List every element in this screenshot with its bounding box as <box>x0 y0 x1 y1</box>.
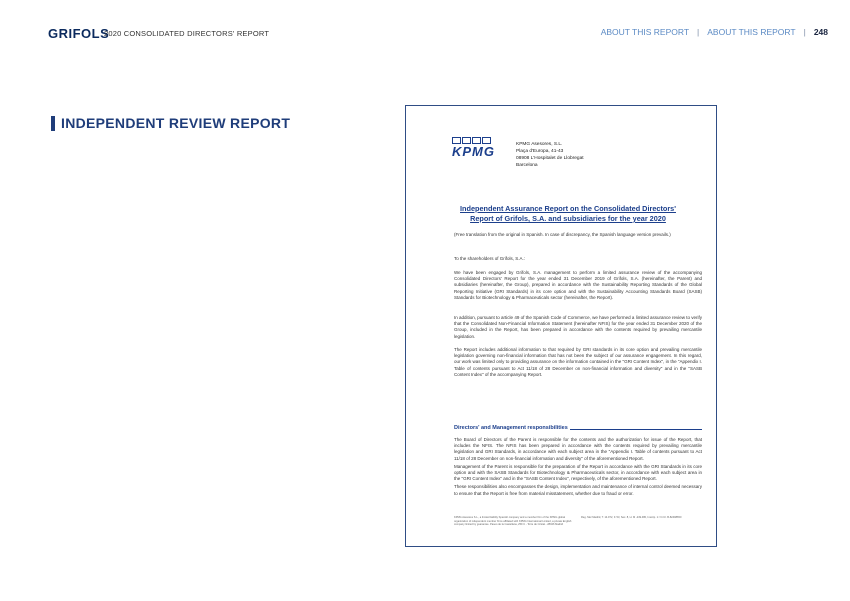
paragraph-internal-control: These responsibilities also encompasses the design, implementation and maintenance of internal control deemed necessary to ensure that the Report is free from material misstatement, whether due to fraud or error. <box>454 484 702 496</box>
grifols-logo: GRIFOLS <box>48 26 110 41</box>
paragraph-scope: The Report includes additional information to that required by GRI standards in its core option and prevailing mercantile legislation governing non-financial information that has not been the subject of our assurance engagement. In this regard, our work was limited only to providing assurance on the information contained in the "GRI Content Index", in the "Appendix I. Table of contents pursuant to Act 11/18 of 28 December on non-financial information and diversity" and in the "SASB Content Index" of the accompanying Report. <box>454 347 702 377</box>
responsibilities-subheading <box>454 425 702 431</box>
nav-link-about-this-report[interactable]: ABOUT THIS REPORT <box>600 27 690 37</box>
subheading-text: Directors' and Management responsibilities <box>454 425 568 431</box>
section-title <box>51 115 290 131</box>
kpmg-logo <box>452 137 495 159</box>
salutation: To the shareholders of Grifols, S.A.: <box>454 256 526 261</box>
document-heading: Independent Assurance Report on the Consolidated Directors' Report of Grifols, S.A. and subsidiaries for the year 2020 <box>460 204 676 223</box>
nav-separator: | <box>803 27 806 37</box>
paragraph-board: The Board of Directors of the Parent is responsible for the contents and the authorization for issue of the Report, that includes the NFIS. The NFIS has been prepared in accordance with the contents required by prevailing mercantile legislation and GRI Standards, in accordance with each subject area in the "Appendix I. Table of contents pursuant to Act 11/18 of 28 December on non-financial information and diversity" of the aforementioned Report. <box>454 437 702 461</box>
paragraph-nfis: In addition, pursuant to article 49 of the Spanish Code of Commerce, we have performed a limited assurance review to verify that the Consolidated Non-Financial Information Statement (hereinafter NFIS) for the year ended 31 December 2020 of the Group, included in the Report, has been prepared in accordance with the contents required by prevailing mercantile legislation. <box>454 315 702 339</box>
page-number: 248 <box>813 27 828 37</box>
kpmg-address <box>516 141 584 169</box>
address-line: KPMG Asesores, S.L. <box>516 142 563 147</box>
document-footer-left: KPMG Asesores S.L., a limited liability Spanish company and a member firm of the KPMG global organization of independent member firms affiliated with KPMG International Limited, a private English company limited by guarantee. Paseo de la Castellana, 259 C - Torre de Cristal - 28046 Madrid <box>454 516 572 527</box>
address-line: Barcelona <box>516 163 538 168</box>
report-title: 2020 CONSOLIDATED DIRECTORS' REPORT <box>104 29 270 38</box>
address-line: Plaça d'Europa, 41-43 <box>516 149 564 154</box>
nav-separator: | <box>697 27 700 37</box>
kpmg-logo-text: KPMG <box>452 144 495 159</box>
breadcrumb <box>601 27 828 37</box>
address-line: 08908 L'Hospitalet de Llobregat <box>516 156 584 161</box>
page-header <box>0 0 850 60</box>
document-footer-right: Reg. Mer Madrid, T. 14.972, F. 53, Sec. 8, H. M -249.480, Inscrip. 1.ª N.I.F. B-82498650 <box>581 516 682 519</box>
subheading-rule <box>570 426 702 430</box>
paragraph-engagement: We have been engaged by Grifols, S.A. management to perform a limited assurance review of the accompanying Consolidated Directors' Report for the year ended 31 December 2019 of Grifols, S.A. (hereinafter, the Parent) and subsidiaries (hereinafter, the Group), prepared in accordance with the Sustainability Reporting Standards of the Global Reporting Initiative (GRI Standards) in its core option and with the Sustainability Accounting Standards Board (SASB) Standards for Biotechnology & Pharmaceuticals sector (hereinafter, the Report). <box>454 270 702 300</box>
section-title-text: INDEPENDENT REVIEW REPORT <box>61 115 291 131</box>
section-bar <box>51 116 55 131</box>
nav-link-about-this-report-sub[interactable]: ABOUT THIS REPORT <box>707 27 796 37</box>
kpmg-logo-boxes <box>452 137 495 144</box>
translation-note: (Free translation from the original in Spanish. In case of discrepancy, the Spanish language version prevails.) <box>454 232 671 237</box>
paragraph-management: Management of the Parent is responsible for the preparation of the Report in accordance with the GRI Standards in its core option and with the SASB Standards for Biotechnology & Pharmaceuticals sector, in accordance with each subject area in the "GRI Content Index" and in the "SASB Content Index", respectively, of the aforementioned Report. <box>454 463 702 482</box>
